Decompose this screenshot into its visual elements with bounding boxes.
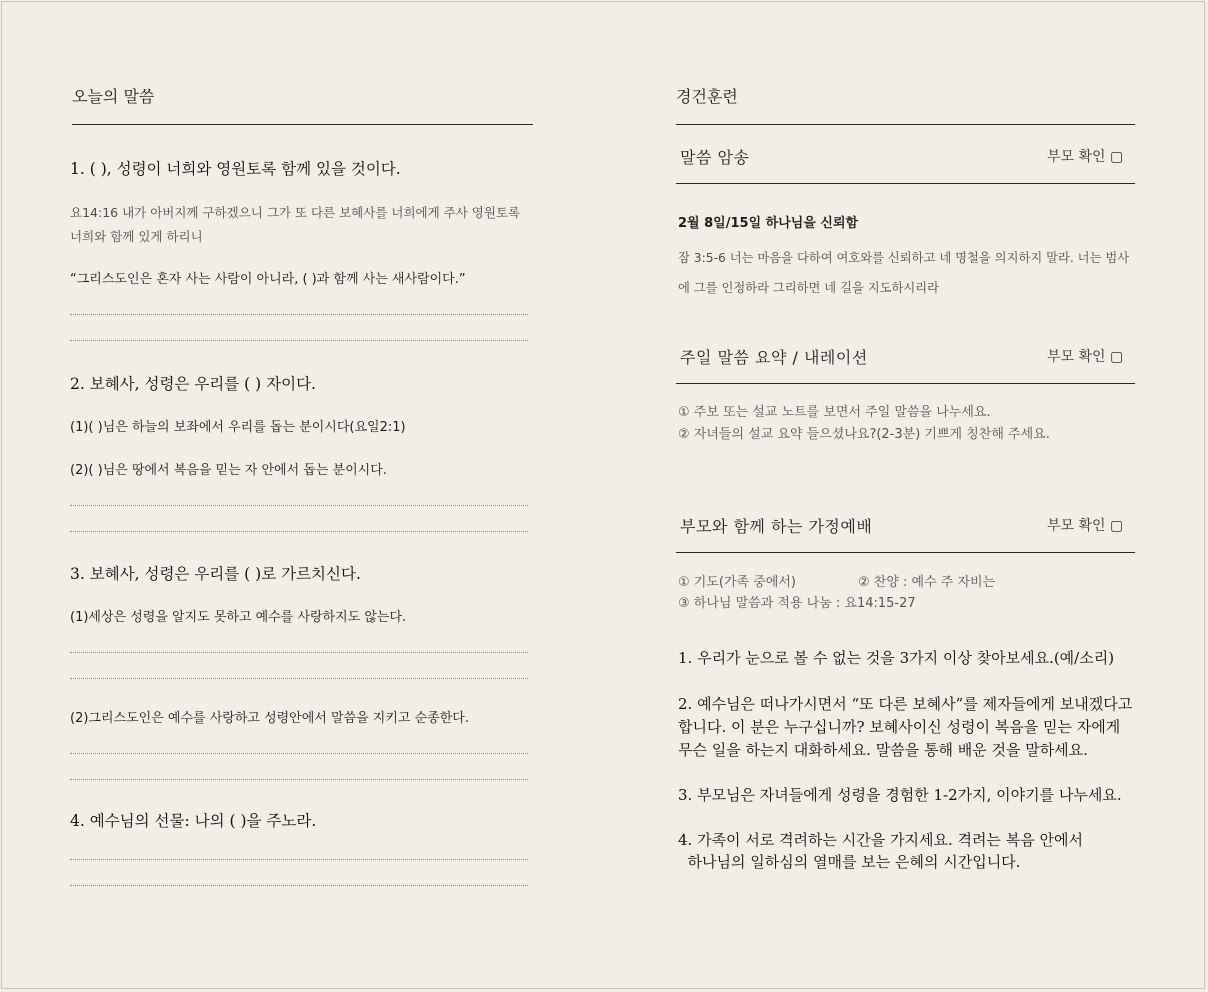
summary-parent-check[interactable]: 부모 확인 ▢ [1047,349,1124,365]
right-header: 경건훈련 [676,87,738,106]
question-2-title: 2. 보혜사, 성령은 우리를 ( ) 자이다. [70,375,316,393]
answer-line [70,753,528,754]
memory-verse-text-line-1: 잠 3:5-6 너는 마음을 다하여 여호와를 신뢰하고 네 명철을 의지하지 말라. 너는 범사 [678,251,1130,265]
answer-line [70,340,528,341]
right-header-rule [676,124,1135,125]
question-1-quote: “그리스도인은 혼자 사는 사람이 아니라, ( )과 함께 사는 새사람이다.” [70,272,466,287]
question-1-title: 1. ( ), 성령이 너희와 영원토록 함께 있을 것이다. [70,160,401,178]
question-2-item-1: (1)( )님은 하늘의 보좌에서 우리를 돕는 분이시다(요일2:1) [70,420,406,435]
sunday-summary-title: 주일 말씀 요약 / 내레이션 [680,348,868,367]
section-rule [676,183,1135,184]
summary-step-1: ① 주보 또는 설교 노트를 보면서 주일 말씀을 나누세요. [678,405,991,420]
discussion-4-line-2: 하나님의 일하심의 열매를 보는 은혜의 시간입니다. [678,853,1021,871]
memory-verse-title: 말씀 암송 [680,148,750,167]
discussion-2-line-2: 합니다. 이 분은 누구십니까? 보혜사이신 성령이 복음을 믿는 자에게 [678,718,1121,736]
discussion-4-line-1: 4. 가족이 서로 격려하는 시간을 가지세요. 격려는 복음 안에서 [678,831,1083,849]
answer-line [70,779,528,780]
answer-line [70,885,528,886]
summary-step-2: ② 자녀들의 설교 요약 들으셨나요?(2-3분) 기쁘게 칭찬해 주세요. [678,427,1050,442]
worship-song: ② 찬양 : 예수 주 자비는 [858,575,996,590]
left-header-rule [72,124,533,125]
discussion-3: 3. 부모님은 자녀들에게 성령을 경험한 1-2가지, 이야기를 나누세요. [678,786,1122,804]
discussion-2-line-1: 2. 예수님은 떠나가시면서 “또 다른 보혜사”를 제자들에게 보내겠다고 [678,695,1133,713]
question-1-verse: 요14:16 내가 아버지께 구하겠으니 그가 또 다른 보혜사를 너희에게 주사 영원토록 너희와 함께 있게 하리니 [70,205,521,244]
answer-line [70,505,528,506]
answer-line [70,314,528,315]
discussion-1: 1. 우리가 눈으로 볼 수 없는 것을 3가지 이상 찾아보세요.(예/소리) [678,649,1115,667]
worship-parent-check[interactable]: 부모 확인 ▢ [1047,518,1124,534]
answer-line [70,652,528,653]
memory-parent-check[interactable]: 부모 확인 ▢ [1047,149,1124,165]
left-header: 오늘의 말씀 [72,87,155,106]
family-worship-title: 부모와 함께 하는 가정예배 [680,517,873,536]
answer-line [70,531,528,532]
question-4-title: 4. 예수님의 선물: 나의 ( )을 주노라. [70,812,317,830]
question-3-item-2: (2)그리스도인은 예수를 사랑하고 성령안에서 말씀을 지키고 순종한다. [70,711,469,726]
section-rule [676,552,1135,553]
memory-verse-date: 2월 8일/15일 하나님을 신뢰함 [678,216,859,231]
answer-line [70,678,528,679]
memory-verse-text-line-2: 에 그를 인정하라 그리하면 네 길을 지도하시리라 [678,281,940,295]
question-3-title: 3. 보혜사, 성령은 우리를 ( )로 가르치신다. [70,565,361,583]
answer-line [70,859,528,860]
section-rule [676,383,1135,384]
question-2-item-2: (2)( )님은 땅에서 복음을 믿는 자 안에서 돕는 분이시다. [70,463,387,478]
worship-prayer: ① 기도(가족 중에서) [678,575,796,590]
discussion-2-line-3: 무슨 일을 하는지 대화하세요. 말씀을 통해 배운 것을 말하세요. [678,741,1088,759]
worship-word: ③ 하나님 말씀과 적용 나눔 : 요14:15-27 [678,596,916,611]
question-3-item-1: (1)세상은 성령을 알지도 못하고 예수를 사랑하지도 않는다. [70,610,407,625]
